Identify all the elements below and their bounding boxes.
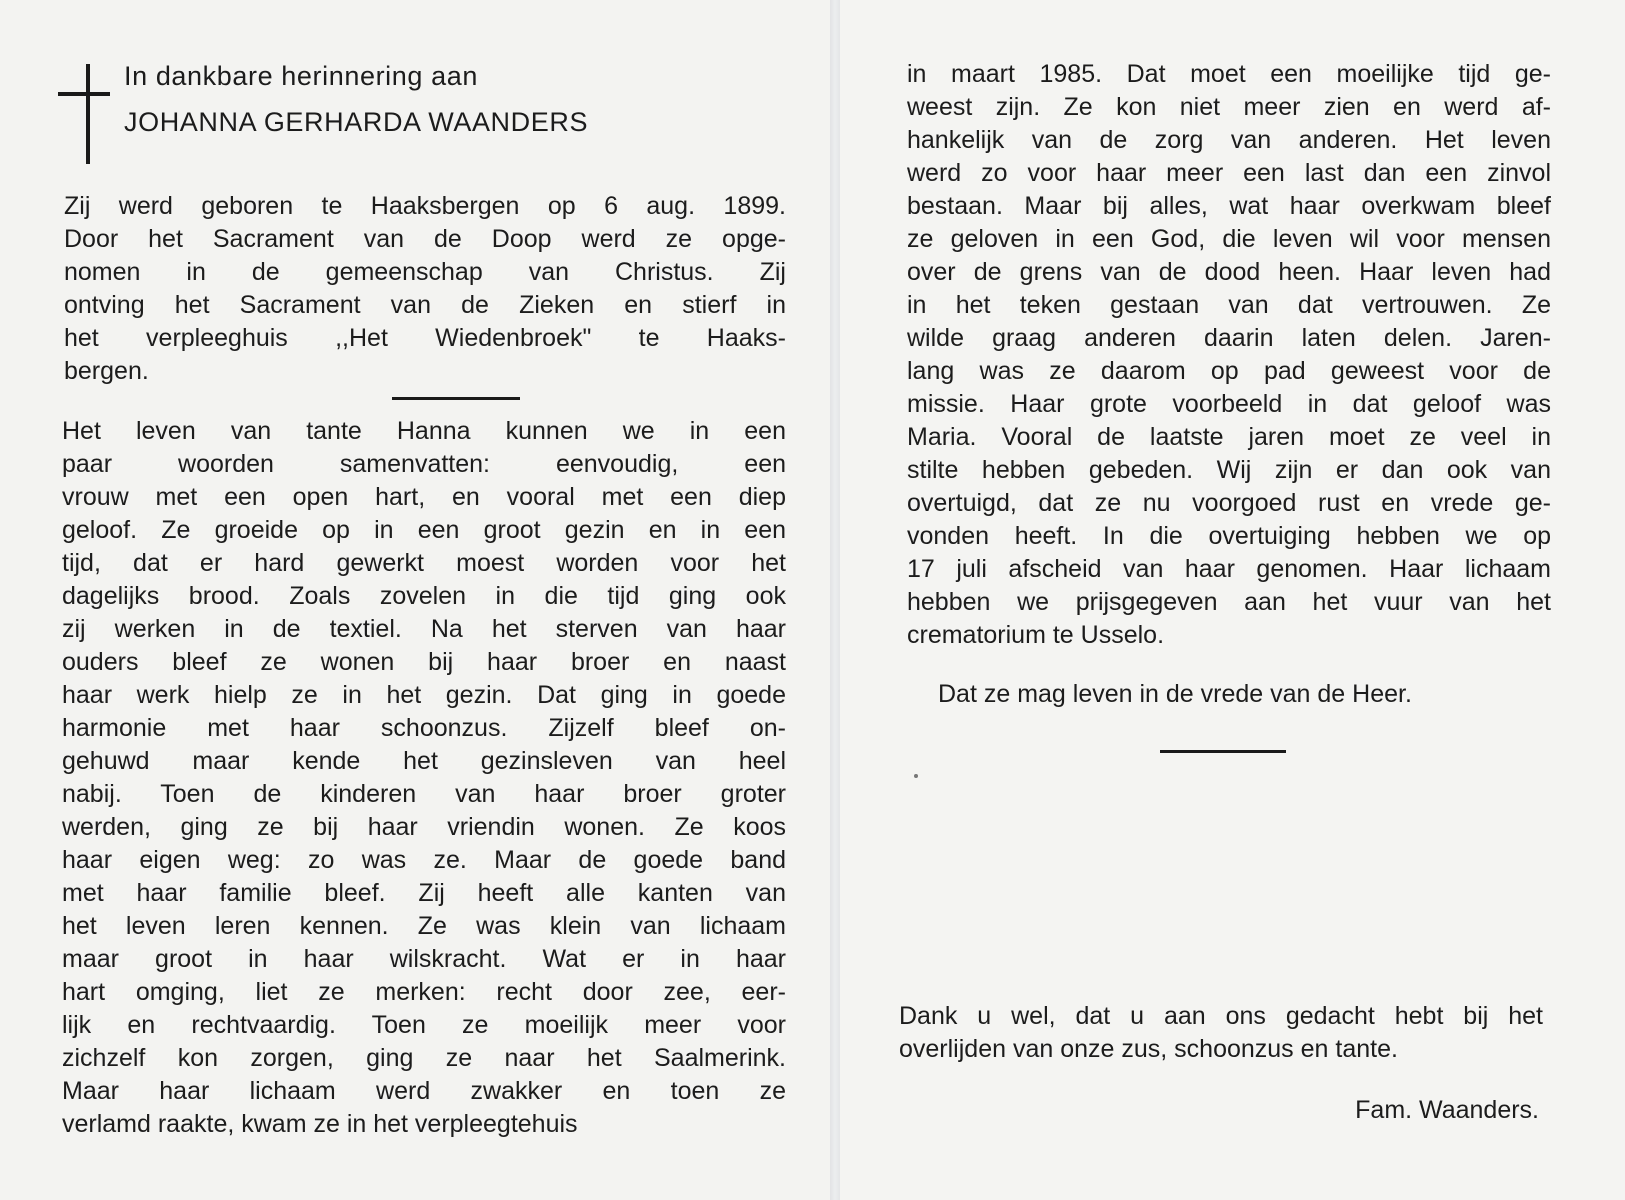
prayer-line: Dat ze mag leven in de vrede van de Heer. [938, 680, 1412, 708]
deceased-name: JOHANNA GERHARDA WAANDERS [124, 107, 589, 137]
text-line: verlamd raakte, kwam ze in het verpleegtehuis [62, 1110, 578, 1138]
text-line: het leven leren kennen. Ze was klein van lichaam [62, 912, 786, 940]
text-line: zichzelf kon zorgen, ging ze naar het Saalmerink. [62, 1044, 786, 1072]
text-line: hebben we prijsgegeven aan het vuur van het [907, 588, 1551, 616]
text-line: lijk en rechtvaardig. Toen ze moeilijk meer voor [62, 1011, 786, 1039]
divider-right [1160, 750, 1286, 753]
life-paragraph [62, 415, 786, 1141]
text-line: weest zijn. Ze kon niet meer zien en werd af- [907, 93, 1551, 121]
intro-line: In dankbare herinnering aan [124, 61, 478, 91]
text-line: in het teken gestaan van dat vertrouwen. Ze [907, 291, 1551, 319]
text-line: bergen. [64, 357, 149, 385]
page-fold [830, 0, 840, 1200]
text-line: ze geloven in een God, die leven wil voor mensen [907, 225, 1551, 253]
text-line: vonden heeft. In die overtuiging hebben we op [907, 522, 1551, 550]
text-line: nabij. Toen de kinderen van haar broer groter [62, 780, 786, 808]
text-line: overtuigd, dat ze nu voorgoed rust en vrede ge- [907, 489, 1551, 517]
text-line: overlijden van onze zus, schoonzus en tante. [899, 1035, 1398, 1063]
text-line: hart omging, liet ze merken: recht door zee, eer- [62, 978, 786, 1006]
text-line: vrouw met een open hart, en vooral met een diep [62, 483, 786, 511]
cross-icon-horizontal [58, 92, 110, 96]
speck [914, 774, 918, 778]
continuation-paragraph [907, 58, 1551, 652]
text-line: hankelijk van de zorg van anderen. Het leven [907, 126, 1551, 154]
text-line: lang was ze daarom op pad geweest voor de [907, 357, 1551, 385]
text-line: nomen in de gemeenschap van Christus. Zij [64, 258, 786, 286]
text-line: haar werk hielp ze in het gezin. Dat ging in goede [62, 681, 786, 709]
text-line: werden, ging ze bij haar vriendin wonen. Ze koos [62, 813, 786, 841]
text-line: stilte hebben gebeden. Wij zijn er dan ook van [907, 456, 1551, 484]
text-line: ouders bleef ze wonen bij haar broer en naast [62, 648, 786, 676]
cross-icon-vertical [86, 64, 90, 164]
signature: Fam. Waanders. [1355, 1096, 1539, 1124]
text-line: werd zo voor haar meer een last dan een zinvol [907, 159, 1551, 187]
text-line: tijd, dat er hard gewerkt moest worden voor het [62, 549, 786, 577]
text-line: ontving het Sacrament van de Zieken en stierf in [64, 291, 786, 319]
text-line: gehuwd maar kende het gezinsleven van heel [62, 747, 786, 775]
text-line: Zij werd geboren te Haaksbergen op 6 aug. 1899. [64, 192, 786, 220]
text-line: Dank u wel, dat u aan ons gedacht hebt bij het [899, 1002, 1543, 1030]
birth-paragraph [64, 190, 786, 388]
text-line: harmonie met haar schoonzus. Zijzelf bleef on- [62, 714, 786, 742]
text-line: Maria. Vooral de laatste jaren moet ze veel in [907, 423, 1551, 451]
thanks-paragraph [899, 1000, 1543, 1066]
text-line: met haar familie bleef. Zij heeft alle kanten van [62, 879, 786, 907]
text-line: in maart 1985. Dat moet een moeilijke tijd ge- [907, 60, 1551, 88]
text-line: 17 juli afscheid van haar genomen. Haar lichaam [907, 555, 1551, 583]
text-line: crematorium te Usselo. [907, 621, 1165, 649]
text-line: geloof. Ze groeide op in een groot gezin en in een [62, 516, 786, 544]
text-line: over de grens van de dood heen. Haar leven had [907, 258, 1551, 286]
header-block [124, 60, 588, 152]
text-line: maar groot in haar wilskracht. Wat er in haar [62, 945, 786, 973]
text-line: zij werken in de textiel. Na het sterven van haar [62, 615, 786, 643]
text-line: het verpleeghuis ,,Het Wiedenbroek" te Haaks- [64, 324, 786, 352]
text-line: paar woorden samenvatten: eenvoudig, een [62, 450, 786, 478]
text-line: Het leven van tante Hanna kunnen we in een [62, 417, 786, 445]
text-line: bestaan. Maar bij alles, wat haar overkwam bleef [907, 192, 1551, 220]
text-line: Door het Sacrament van de Doop werd ze opge- [64, 225, 786, 253]
text-line: wilde graag anderen daarin laten delen. Jaren- [907, 324, 1551, 352]
divider-left [392, 397, 520, 400]
text-line: haar eigen weg: zo was ze. Maar de goede band [62, 846, 786, 874]
text-line: dagelijks brood. Zoals zovelen in die tijd ging ook [62, 582, 786, 610]
text-line: missie. Haar grote voorbeeld in dat geloof was [907, 390, 1551, 418]
text-line: Maar haar lichaam werd zwakker en toen ze [62, 1077, 786, 1105]
